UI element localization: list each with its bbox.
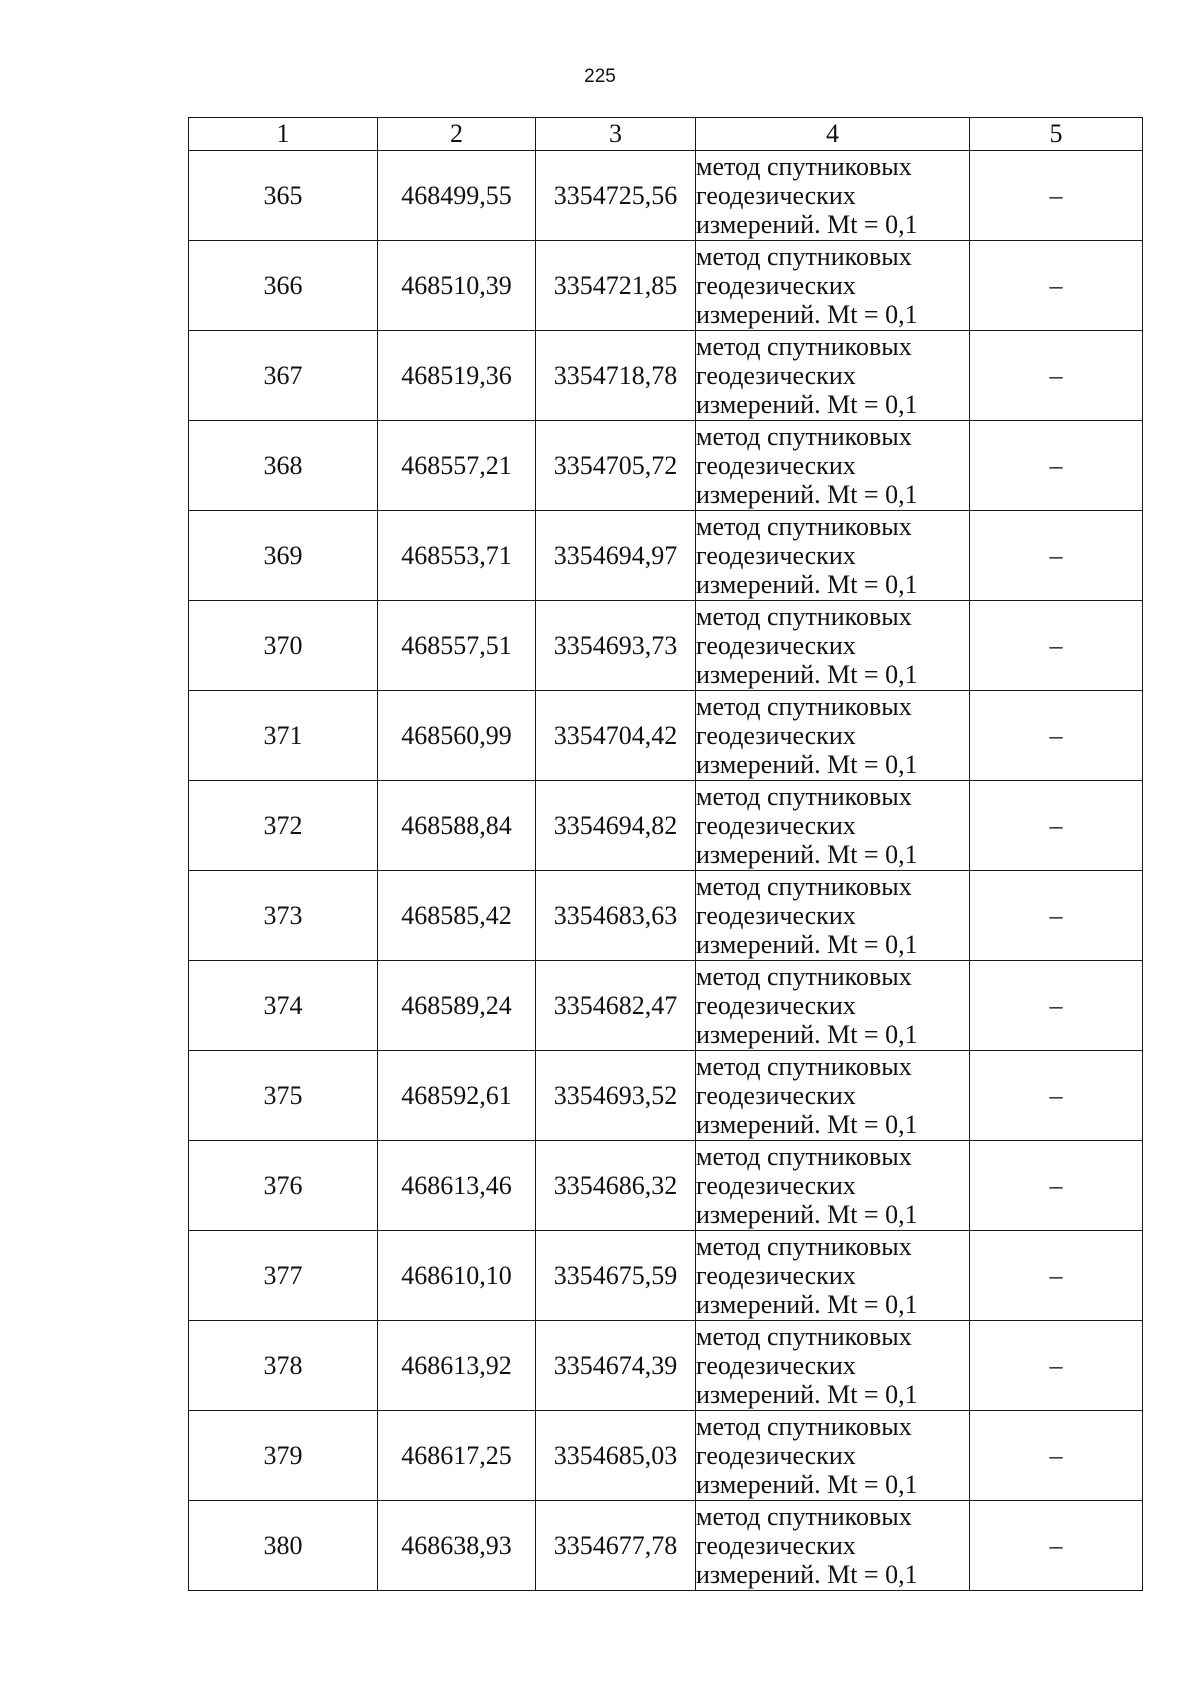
method-line: метод спутниковых — [696, 602, 912, 631]
method-cell — [696, 421, 970, 511]
method-cell — [696, 691, 970, 781]
point-number-cell: 371 — [189, 691, 378, 781]
table-row — [189, 1411, 1143, 1501]
header-col-5: 5 — [970, 118, 1143, 151]
table-row — [189, 871, 1143, 961]
method-line: геодезических — [696, 991, 856, 1020]
method-line: измерений. Mt = 0,1 — [696, 1200, 918, 1229]
method-line: измерений. Mt = 0,1 — [696, 1020, 918, 1049]
method-line: метод спутниковых — [696, 152, 912, 181]
table-row — [189, 961, 1143, 1051]
y-coordinate-cell: 3354704,42 — [536, 691, 696, 781]
method-line: измерений. Mt = 0,1 — [696, 1470, 918, 1499]
note-cell: – — [970, 1141, 1143, 1231]
method-line: измерений. Mt = 0,1 — [696, 1290, 918, 1319]
note-cell: – — [970, 331, 1143, 421]
method-cell — [696, 1321, 970, 1411]
table-row — [189, 1141, 1143, 1231]
note-cell: – — [970, 691, 1143, 781]
method-line: геодезических — [696, 1531, 856, 1560]
table-row — [189, 1321, 1143, 1411]
method-line: метод спутниковых — [696, 332, 912, 361]
method-line: измерений. Mt = 0,1 — [696, 750, 918, 779]
x-coordinate-cell: 468613,92 — [378, 1321, 536, 1411]
method-line: метод спутниковых — [696, 1502, 912, 1531]
x-coordinate-cell: 468560,99 — [378, 691, 536, 781]
y-coordinate-cell: 3354721,85 — [536, 241, 696, 331]
y-coordinate-cell: 3354705,72 — [536, 421, 696, 511]
method-cell — [696, 1051, 970, 1141]
y-coordinate-cell: 3354686,32 — [536, 1141, 696, 1231]
point-number-cell: 370 — [189, 601, 378, 691]
table-row — [189, 241, 1143, 331]
table-row — [189, 1501, 1143, 1591]
y-coordinate-cell: 3354718,78 — [536, 331, 696, 421]
table-row — [189, 331, 1143, 421]
method-line: геодезических — [696, 1441, 856, 1470]
method-line: измерений. Mt = 0,1 — [696, 840, 918, 869]
method-line: геодезических — [696, 1081, 856, 1110]
method-line: измерений. Mt = 0,1 — [696, 300, 918, 329]
method-line: метод спутниковых — [696, 962, 912, 991]
method-line: измерений. Mt = 0,1 — [696, 570, 918, 599]
table-row — [189, 1231, 1143, 1321]
note-cell: – — [970, 421, 1143, 511]
method-line: измерений. Mt = 0,1 — [696, 1380, 918, 1409]
method-line: геодезических — [696, 1171, 856, 1200]
header-col-2: 2 — [378, 118, 536, 151]
point-number-cell: 367 — [189, 331, 378, 421]
method-line: метод спутниковых — [696, 1052, 912, 1081]
x-coordinate-cell: 468589,24 — [378, 961, 536, 1051]
y-coordinate-cell: 3354694,82 — [536, 781, 696, 871]
method-cell — [696, 1411, 970, 1501]
table-header — [189, 118, 1143, 151]
x-coordinate-cell: 468510,39 — [378, 241, 536, 331]
method-line: геодезических — [696, 541, 856, 570]
point-number-cell: 377 — [189, 1231, 378, 1321]
note-cell: – — [970, 511, 1143, 601]
method-line: геодезических — [696, 271, 856, 300]
method-cell — [696, 1141, 970, 1231]
method-line: геодезических — [696, 1261, 856, 1290]
table-row — [189, 601, 1143, 691]
point-number-cell: 376 — [189, 1141, 378, 1231]
point-number-cell: 379 — [189, 1411, 378, 1501]
point-number-cell: 369 — [189, 511, 378, 601]
point-number-cell: 372 — [189, 781, 378, 871]
x-coordinate-cell: 468557,51 — [378, 601, 536, 691]
note-cell: – — [970, 1501, 1143, 1591]
method-line: измерений. Mt = 0,1 — [696, 660, 918, 689]
x-coordinate-cell: 468519,36 — [378, 331, 536, 421]
y-coordinate-cell: 3354725,56 — [536, 151, 696, 241]
method-line: измерений. Mt = 0,1 — [696, 1110, 918, 1139]
method-line: измерений. Mt = 0,1 — [696, 930, 918, 959]
method-cell — [696, 331, 970, 421]
x-coordinate-cell: 468617,25 — [378, 1411, 536, 1501]
method-cell — [696, 241, 970, 331]
x-coordinate-cell: 468613,46 — [378, 1141, 536, 1231]
note-cell: – — [970, 151, 1143, 241]
x-coordinate-cell: 468638,93 — [378, 1501, 536, 1591]
method-line: геодезических — [696, 811, 856, 840]
method-line: геодезических — [696, 901, 856, 930]
method-line: измерений. Mt = 0,1 — [696, 210, 918, 239]
y-coordinate-cell: 3354677,78 — [536, 1501, 696, 1591]
point-number-cell: 380 — [189, 1501, 378, 1591]
header-col-1: 1 — [189, 118, 378, 151]
header-col-3: 3 — [536, 118, 696, 151]
point-number-cell: 365 — [189, 151, 378, 241]
method-line: метод спутниковых — [696, 422, 912, 451]
method-line: геодезических — [696, 631, 856, 660]
method-cell — [696, 601, 970, 691]
method-line: метод спутниковых — [696, 512, 912, 541]
y-coordinate-cell: 3354693,73 — [536, 601, 696, 691]
table-row — [189, 421, 1143, 511]
x-coordinate-cell: 468557,21 — [378, 421, 536, 511]
table-row — [189, 1051, 1143, 1141]
table-row — [189, 691, 1143, 781]
x-coordinate-cell: 468588,84 — [378, 781, 536, 871]
y-coordinate-cell: 3354675,59 — [536, 1231, 696, 1321]
method-cell — [696, 781, 970, 871]
method-line: геодезических — [696, 361, 856, 390]
method-line: метод спутниковых — [696, 1142, 912, 1171]
y-coordinate-cell: 3354693,52 — [536, 1051, 696, 1141]
x-coordinate-cell: 468592,61 — [378, 1051, 536, 1141]
header-col-4: 4 — [696, 118, 970, 151]
x-coordinate-cell: 468610,10 — [378, 1231, 536, 1321]
page-number: 225 — [584, 66, 616, 87]
x-coordinate-cell: 468499,55 — [378, 151, 536, 241]
method-line: геодезических — [696, 721, 856, 750]
method-line: измерений. Mt = 0,1 — [696, 480, 918, 509]
point-number-cell: 366 — [189, 241, 378, 331]
header-row — [189, 118, 1143, 151]
x-coordinate-cell: 468553,71 — [378, 511, 536, 601]
note-cell: – — [970, 241, 1143, 331]
point-number-cell: 373 — [189, 871, 378, 961]
y-coordinate-cell: 3354674,39 — [536, 1321, 696, 1411]
coordinates-table — [188, 117, 1143, 1591]
method-cell — [696, 961, 970, 1051]
table-row — [189, 781, 1143, 871]
note-cell: – — [970, 1231, 1143, 1321]
method-line: геодезических — [696, 451, 856, 480]
method-line: метод спутниковых — [696, 872, 912, 901]
method-line: геодезических — [696, 181, 856, 210]
method-cell — [696, 1501, 970, 1591]
method-line: метод спутниковых — [696, 1232, 912, 1261]
point-number-cell: 375 — [189, 1051, 378, 1141]
method-line: измерений. Mt = 0,1 — [696, 390, 918, 419]
method-cell — [696, 871, 970, 961]
table-row — [189, 151, 1143, 241]
y-coordinate-cell: 3354682,47 — [536, 961, 696, 1051]
note-cell: – — [970, 1321, 1143, 1411]
method-line: метод спутниковых — [696, 1412, 912, 1441]
method-line: измерений. Mt = 0,1 — [696, 1560, 918, 1589]
point-number-cell: 374 — [189, 961, 378, 1051]
method-line: метод спутниковых — [696, 242, 912, 271]
y-coordinate-cell: 3354683,63 — [536, 871, 696, 961]
method-line: геодезических — [696, 1351, 856, 1380]
note-cell: – — [970, 871, 1143, 961]
method-cell — [696, 511, 970, 601]
method-line: метод спутниковых — [696, 782, 912, 811]
method-line: метод спутниковых — [696, 1322, 912, 1351]
note-cell: – — [970, 1411, 1143, 1501]
table-body — [189, 151, 1143, 1591]
point-number-cell: 368 — [189, 421, 378, 511]
method-cell — [696, 1231, 970, 1321]
note-cell: – — [970, 601, 1143, 691]
note-cell: – — [970, 781, 1143, 871]
x-coordinate-cell: 468585,42 — [378, 871, 536, 961]
y-coordinate-cell: 3354685,03 — [536, 1411, 696, 1501]
y-coordinate-cell: 3354694,97 — [536, 511, 696, 601]
method-cell — [696, 151, 970, 241]
method-line: метод спутниковых — [696, 692, 912, 721]
note-cell: – — [970, 961, 1143, 1051]
note-cell: – — [970, 1051, 1143, 1141]
point-number-cell: 378 — [189, 1321, 378, 1411]
table-row — [189, 511, 1143, 601]
